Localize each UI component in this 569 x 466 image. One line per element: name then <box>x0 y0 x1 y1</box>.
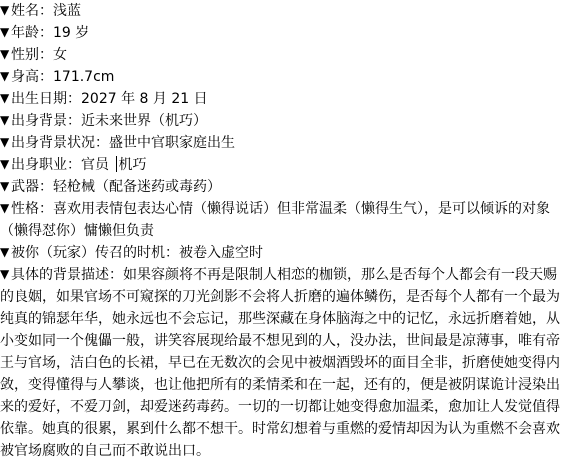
field-value: 女 <box>53 47 67 63</box>
collapse-arrow-icon[interactable]: ▼ <box>0 135 10 149</box>
field-label: 性别： <box>11 47 53 63</box>
field-label: 性格： <box>11 201 53 217</box>
field-label: 出身背景： <box>11 113 81 129</box>
field-value-after-cursor[interactable]: 机巧 <box>118 157 147 173</box>
field-height <box>0 66 565 88</box>
collapse-arrow-icon[interactable]: ▼ <box>0 69 10 83</box>
field-gender <box>0 44 565 66</box>
field-label: 具体的背景描述： <box>11 267 123 283</box>
field-origin <box>0 110 565 132</box>
field-label: 被你（玩家）传召的时机： <box>11 245 179 261</box>
field-label: 身高： <box>11 69 53 85</box>
field-occupation <box>0 154 565 176</box>
field-value: 如果容颜将不再是限制人相恋的枷锁，那么是否每个人都会有一段天赐的良姻，如果官场不可窥探的刀光剑影不会将人折磨的遍体鳞伤，是否每个人都有一个最为纯真的锦瑟年华，她永远也不会忘记，那些深藏在身体脑海之中的记忆，永远折磨着她，从小变如同一个傀儡一般，讲笑容展现给最不想见到的人，没办法，世间最是凉薄事，唯有帝王与官场，洁白色的长裙，早已在无数次的会见中被烟酒毁坏的面目全非，折磨使她变得内敛，变得懂得与人攀谈，也让他把所有的柔情柔和在一起，还有的，便是被阴谋诡计浸染出来的爱好，不爱刀剑，却爱迷药毒药。一切的一切都让她变得愈加温柔，愈加让人发觉值得依靠。她真的很累，累到什么都不想干。时常幻想着与重燃的爱情却因为认为重燃不会喜欢被官场腐败的自己而不敢说出口。 <box>0 267 560 459</box>
field-value[interactable]: 官员 <box>81 157 114 173</box>
field-label: 出生日期： <box>11 91 81 107</box>
collapse-arrow-icon[interactable]: ▼ <box>0 113 10 127</box>
collapse-arrow-icon[interactable]: ▼ <box>0 3 10 17</box>
field-value: 被卷入虚空时 <box>179 245 263 261</box>
collapse-arrow-icon[interactable]: ▼ <box>0 25 10 39</box>
field-label: 出身背景状况： <box>11 135 109 151</box>
collapse-arrow-icon[interactable]: ▼ <box>0 179 10 193</box>
field-weapon <box>0 176 565 198</box>
field-origin-status <box>0 132 565 154</box>
field-background-description <box>0 264 565 462</box>
collapse-arrow-icon[interactable]: ▼ <box>0 201 10 215</box>
field-label: 武器： <box>11 179 53 195</box>
field-summon-timing <box>0 242 565 264</box>
field-label: 姓名： <box>11 3 53 19</box>
collapse-arrow-icon[interactable]: ▼ <box>0 245 10 259</box>
field-label: 年龄： <box>11 25 53 41</box>
field-age <box>0 22 565 44</box>
field-value: 19 岁 <box>53 25 90 41</box>
field-birthdate <box>0 88 565 110</box>
field-value: 浅蓝 <box>53 3 81 19</box>
field-value: 盛世中官职家庭出生 <box>109 135 235 151</box>
collapse-arrow-icon[interactable]: ▼ <box>0 91 10 105</box>
field-value: 轻枪械（配备迷药或毒药） <box>53 179 221 195</box>
field-label: 出身职业： <box>11 157 81 173</box>
collapse-arrow-icon[interactable]: ▼ <box>0 157 10 171</box>
field-personality <box>0 198 565 242</box>
field-value: 2027 年 8 月 21 日 <box>81 91 208 107</box>
collapse-arrow-icon[interactable]: ▼ <box>0 47 10 61</box>
field-name <box>0 0 565 22</box>
collapse-arrow-icon[interactable]: ▼ <box>0 267 10 281</box>
field-value: 近未来世界（机巧） <box>81 113 207 129</box>
field-value: 171.7cm <box>53 69 115 85</box>
field-value: 喜欢用表情包表达心情（懒得说话）但非常温柔（懒得生气），是可以倾诉的对象（懒得怼你）慵懒但负责 <box>0 201 550 239</box>
